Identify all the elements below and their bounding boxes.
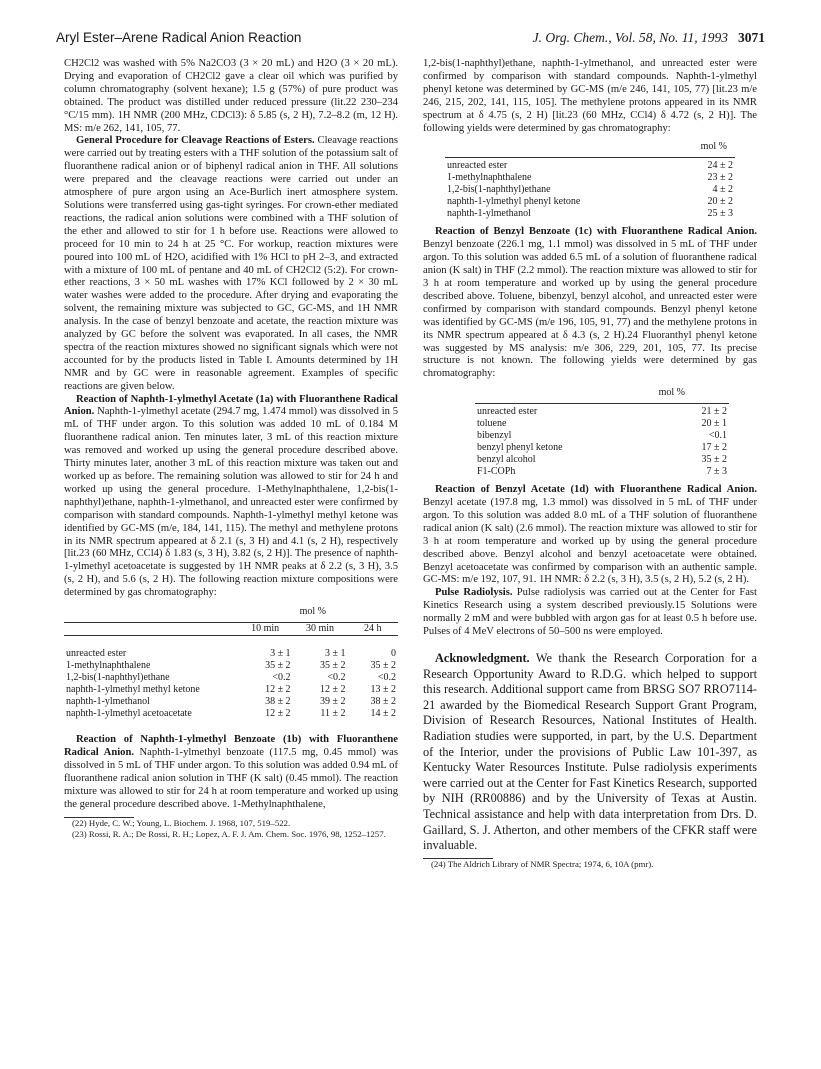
section-body: Benzyl benzoate (226.1 mg, 1.1 mmol) was dissolved in 5 mL of THF under argon. To this solution was added 6.5 mL of a solution of fluoranthene radical anion (K salt) in THF (2.2 mmol). The reaction mixture was allowed to stir for 3 h at room temperature and worked up by using the general procedure described above. Toluene, bibenzyl, benzyl alcohol, and unreacted ester were confirmed by comparison with standard compounds. Benzyl phenyl ketone was identified by GC-MS (m/e 196, 105, 91, 77) and the methylene protons in its NMR spectrum appeared at δ 4.3 (s, 2 H).24 Fluoranthyl phenyl ketone was suggested by MS analysis: m/e 306, 229, 201, 105, 77. Its precise structure is not known. The following yields were determined by gas chromatography: bbox=[423, 239, 757, 380]
left-column bbox=[64, 58, 398, 840]
table-cell: 4 ± 2 bbox=[712, 184, 733, 196]
compound-name: unreacted ester bbox=[66, 647, 127, 659]
table-cell: 39 ± 2 bbox=[319, 695, 346, 707]
table-row bbox=[64, 684, 398, 696]
table-row bbox=[475, 430, 729, 442]
section-body: Naphth-1-ylmethyl benzoate (117.5 mg, 0.45 mmol) was dissolved in 5 mL of THF under argon. To this solution was added 0.94 mL of fluoranthene radical anion solution in THF (K salt) (0.45 mmol). The reaction mixture was allowed to stir for 24 h at room temperature and worked up using the general procedure described above. 1-Methylnaphthalene, bbox=[64, 746, 398, 810]
section-body: Benzyl acetate (197.8 mg, 1.3 mmol) was dissolved in 5 mL of THF under argon. To this solution was added 8.0 mL of a THF solution of fluoranthene radical anion (K salt) (2.6 mmol). The reaction mixture was allowed to stir for 3 h at room temperature and worked up by using the general procedure described above. Benzyl alcohol and benzyl acetoacetate were obtained. Benzyl acetoacetate was confirmed by comparison with an authentic sample. GC-MS: m/e 192, 107, 91. 1H NMR: δ 2.2 (s, 3 H), 3.5 (s, 2 H), 5.2 (s, 2 H). bbox=[423, 497, 757, 586]
table-row bbox=[445, 208, 735, 220]
section-heading: Reaction of Benzyl Benzoate (1c) with Fluoranthene Radical Anion. bbox=[435, 226, 757, 238]
reaction-1b-paragraph bbox=[64, 734, 398, 811]
table-cell: 17 ± 2 bbox=[701, 442, 727, 454]
table-row bbox=[64, 672, 398, 684]
section-heading: Reaction of Naphth-1-ylmethyl Benzoate (1b) with Fluoranthene Radical Anion. bbox=[64, 733, 398, 758]
table-cell: 20 ± 1 bbox=[701, 418, 727, 430]
table-row bbox=[64, 660, 398, 672]
continued-paragraph: 1,2-bis(1-naphthyl)ethane, naphth-1-ylmethanol, and unreacted ester were confirmed by comparison with standard compounds. Naphth-1-ylmethyl phenyl ketone was determined by GC-MS (m/e 246, 141, 105, 77) [lit.23 m/e 246, 215, 202, 141, 115, 105]. The methylene protons appeared in its NMR spectrum at δ 4.75 (s, 2 H) [lit.23 (60 MHz, CCl4) δ 4.72 (s, 2 H)]. The following yields were determined by gas chromatography: bbox=[423, 58, 757, 134]
table-row bbox=[445, 184, 735, 196]
section-body: Cleavage reactions were carried out by treating esters with a THF solution of the potassium salt of fluoranthene radical anion or of biphenyl radical anion in THF. All solutions were prepared and the cleavage reactions were carried out under an atmosphere of pure argon using an Ace-Burlich inert atmosphere system. Solutions were transferred using gas-tight syringes. For crown-ether mediated reactions, the radical anion solutions were combined with a THF solution of the ether and allowed to stir for 1 h before use. Reactions were allowed to proceed for 10 min to 24 h at 25 °C. For workup, reaction mixtures were poured into 100 mL of H2O, acidified with 1% HCl to pH 2–3, and extracted with a mixture of 100 mL of pentane and 40 mL of CH2Cl2 (5:2). For crown-ether reactions, 3 × 50 mL washes with 17% KCl followed by 2 × 30 mL water washes were added to the procedure. After drying and evaporating the solvent, the remaining mixture was subjected to GC, GC-MS, and 1H NMR analysis. In the case of benzyl benzoate and acetate, the reaction mixture was analyzed by GC before the solvent was evaporated. In all cases, the NMR spectra of the reaction mixtures showed no significant signals which were not accounted for by the products listed in Table I. Amounts determined by 1H NMR and by GC were in reasonable agreement. Examples of specific reactions are given below. bbox=[64, 135, 398, 392]
reaction-1a-paragraph bbox=[64, 394, 398, 601]
table-row bbox=[64, 708, 398, 720]
general-procedure-paragraph bbox=[64, 135, 398, 393]
yield-table-1b bbox=[445, 157, 735, 220]
column-header: 24 h bbox=[363, 622, 382, 634]
compound-name: unreacted ester bbox=[477, 406, 538, 418]
table-row bbox=[445, 160, 735, 172]
table-cell: <0.2 bbox=[272, 671, 291, 683]
section-body: We thank the Research Corporation for a Research Opportunity Award to R.D.G. which helped to support this research. Additional support came from BRSG SO7 RRO7114-21 awarded by the Biomedical Research Support Grant Program, Division of Research Resources, National Institutes of Health. Radiation studies were supported, in part, by the U.S. Department of the Interior, under the provisions of Public Law 101-397, as Kentucky Water Resources Institute. Pulse radiolysis experiments were carried out at the Center for Fast Kinetics Research, supported by NIH (RR00886) and by the University of Texas at Austin. Technical assistance and help with data interpretation from Drs. D. Gaillard, S. J. Atherton, and other members of the CFKR staff were invaluable. bbox=[423, 651, 758, 853]
table-cell: 13 ± 2 bbox=[370, 683, 396, 695]
table-cell: 24 ± 2 bbox=[707, 160, 733, 172]
table-row bbox=[475, 418, 729, 430]
right-column bbox=[423, 58, 757, 870]
table-row bbox=[445, 172, 735, 184]
table-cell: 35 ± 2 bbox=[370, 659, 396, 671]
table-row bbox=[475, 466, 729, 478]
compound-name: toluene bbox=[477, 418, 507, 430]
section-body: Pulse radiolysis was carried out at the Center for Fast Kinetics Research using a system described previously.15 Solutions were normally 2 mM and were bubbled with argon gas for at least 0.5 h before use. Pulses of 4 MeV electrons of 50–500 ns were employed. bbox=[423, 587, 757, 638]
reaction-1c-paragraph bbox=[423, 226, 757, 381]
table-cell: 12 ± 2 bbox=[265, 707, 291, 719]
pulse-radiolysis-paragraph bbox=[423, 587, 757, 639]
acknowledgment-paragraph bbox=[423, 651, 757, 854]
table-cell: 3 ± 1 bbox=[324, 647, 346, 659]
section-heading: Reaction of Naphth-1-ylmethyl Acetate (1a) with Fluoranthene Radical Anion. bbox=[64, 393, 398, 418]
running-title: Aryl Ester–Arene Radical Anion Reaction bbox=[56, 30, 302, 45]
table-row bbox=[64, 648, 398, 660]
compound-name: naphth-1-ylmethyl methyl ketone bbox=[66, 683, 200, 695]
table-cell: 0 bbox=[391, 647, 396, 659]
compound-name: naphth-1-ylmethyl acetoacetate bbox=[66, 707, 192, 719]
compound-name: F1-COPh bbox=[477, 466, 516, 478]
table-cell: 38 ± 2 bbox=[370, 695, 396, 707]
journal-name: J. Org. Chem., Vol. 58, No. 11, 1993 bbox=[532, 30, 728, 45]
table-cell: 38 ± 2 bbox=[265, 695, 291, 707]
section-body: Naphth-1-ylmethyl acetate (294.7 mg, 1.474 mmol) was dissolved in 5 mL of THF under argon. To this solution was added 10 mL of 0.184 M fluoranthene radical anion. Ten minutes later, 3 mL of this reaction mixture was removed and worked up using the general procedure described above. Thirty minutes later, another 3 mL of this reaction mixture was taken out and worked up as before. The remaining solution was allowed to stir for 24 h and worked up using the general procedure. 1-Methylnaphthalene, 1,2-bis(1-naphthyl)ethane, naphth-1-ylmethanol, and unreacted ester were confirmed by comparison with standard compounds. Naphth-1-ylmethyl methyl ketone was identified by GC-MS (m/e, 184, 141, 115). The methyl and methylene protons in its NMR spectrum appeared at δ 2.1 (s, 3 H) and 4.1 (s, 2 H), respectively [lit.23 (60 MHz, CCl4) δ 1.83 (s, 3 H), 3.82 (s, 2 H)]. The presence of naphth-1-ylmethyl acetoacetate is suggested by 1H NMR peaks at δ 2.2 (s, 3 H), 3.5 (s, 2 H), and 5.6 (s, 2 H). The following reaction mixture compositions were determined by gas chromatography: bbox=[64, 406, 398, 599]
footnote: (22) Hyde, C. W.; Young, L. Biochem. J. 1968, 107, 519–522. bbox=[72, 818, 291, 829]
table-cell: 35 ± 2 bbox=[319, 659, 346, 671]
intro-paragraph: CH2Cl2 was washed with 5% Na2CO3 (3 × 20 mL) and H2O (3 × 20 mL). Drying and evaporation of CH2Cl2 gave a clear oil which was purified by column chromatography (solvent hexane); 1.5 g (57%) of pure product was obtained. The product was distilled under reduced pressure (lit.22 230–234 °C/15 mm). 1H NMR (200 MHz, CDCl3): δ 5.85 (s, 2 H), 7.2–8.2 (m, 12 H). MS: m/e 262, 141, 105, 77. bbox=[64, 58, 398, 134]
column-header: 30 min bbox=[305, 622, 335, 634]
yield-table-1c bbox=[475, 403, 729, 478]
table-cell: 12 ± 2 bbox=[319, 683, 346, 695]
table-cell: 7 ± 3 bbox=[706, 466, 727, 478]
footnote: (24) The Aldrich Library of NMR Spectra; 1974, 6, 10A (pmr). bbox=[431, 858, 654, 869]
table-cell: <0.1 bbox=[708, 430, 727, 442]
table-cell: 12 ± 2 bbox=[265, 683, 291, 695]
table-cell: 35 ± 2 bbox=[265, 659, 291, 671]
column-header: 10 min bbox=[251, 622, 280, 634]
compound-name: bibenzyl bbox=[477, 430, 512, 442]
compound-name: unreacted ester bbox=[447, 160, 508, 172]
table-cell: 14 ± 2 bbox=[370, 707, 396, 719]
compound-name: 1,2-bis(1-naphthyl)ethane bbox=[447, 184, 551, 196]
table-row bbox=[475, 406, 729, 418]
table-row bbox=[445, 196, 735, 208]
table-unit: mol % bbox=[299, 606, 326, 618]
compound-name: naphth-1-ylmethanol bbox=[66, 695, 150, 707]
table-cell: 11 ± 2 bbox=[320, 707, 346, 719]
table-row bbox=[64, 696, 398, 708]
table-cell: 21 ± 2 bbox=[701, 406, 727, 418]
table-row bbox=[475, 442, 729, 454]
table-unit: mol % bbox=[700, 141, 727, 153]
table-cell: 35 ± 2 bbox=[701, 454, 727, 466]
table-cell: 20 ± 2 bbox=[707, 196, 733, 208]
compound-name: 1-methylnaphthalene bbox=[447, 172, 532, 184]
compound-name: benzyl phenyl ketone bbox=[477, 442, 563, 454]
compound-name: 1-methylnaphthalene bbox=[66, 659, 151, 671]
footnote: (23) Rossi, R. A.; De Rossi, R. H.; Lopez, A. F. J. Am. Chem. Soc. 1976, 98, 1252–1257. bbox=[72, 829, 386, 840]
compound-name: benzyl alcohol bbox=[477, 454, 536, 466]
reaction-1d-paragraph bbox=[423, 484, 757, 587]
section-heading: Reaction of Benzyl Acetate (1d) with Fluoranthene Radical Anion. bbox=[435, 484, 757, 496]
table-cell: <0.2 bbox=[377, 671, 396, 683]
table-cell: 23 ± 2 bbox=[707, 172, 733, 184]
page-number: 3071 bbox=[738, 30, 765, 45]
journal-citation bbox=[533, 30, 765, 46]
section-heading: Acknowledgment. bbox=[435, 651, 530, 665]
section-heading: Pulse Radiolysis. bbox=[435, 587, 513, 599]
running-header bbox=[56, 30, 765, 50]
table-cell: 3 ± 1 bbox=[270, 647, 291, 659]
compound-name: 1,2-bis(1-naphthyl)ethane bbox=[66, 671, 170, 683]
compound-name: naphth-1-ylmethyl phenyl ketone bbox=[447, 196, 581, 208]
section-heading: General Procedure for Cleavage Reactions of Esters. bbox=[76, 135, 315, 147]
compound-name: naphth-1-ylmethanol bbox=[447, 208, 531, 220]
yield-table-1a bbox=[64, 622, 398, 720]
table-row bbox=[475, 454, 729, 466]
table-cell: <0.2 bbox=[327, 671, 346, 683]
table-header-row bbox=[64, 622, 398, 635]
table-cell: 25 ± 3 bbox=[707, 208, 733, 220]
table-unit: mol % bbox=[658, 387, 685, 399]
